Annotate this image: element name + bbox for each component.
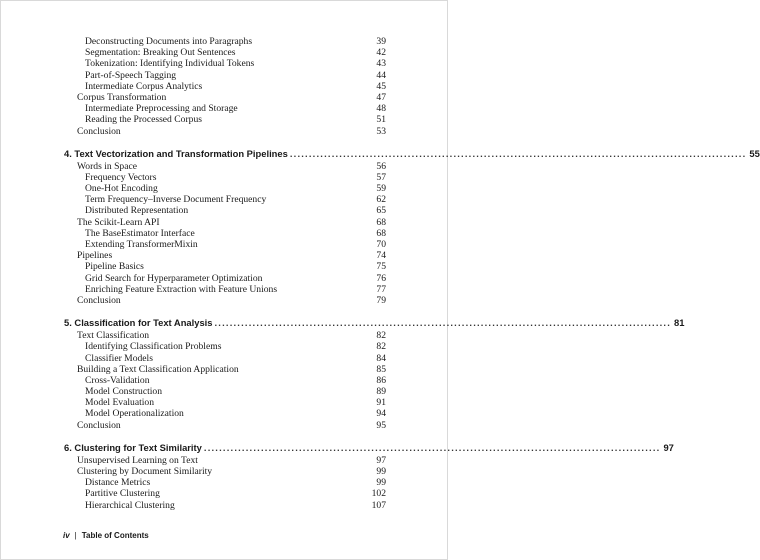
toc-entry[interactable] [64, 397, 386, 408]
toc-entry-title: Pipelines [77, 250, 113, 262]
toc-entry[interactable] [64, 183, 386, 194]
chapter-heading[interactable] [64, 441, 674, 454]
toc-entry-title: Term Frequency–Inverse Document Frequency [85, 194, 267, 206]
toc-entry-title: The Scikit-Learn API [77, 216, 160, 228]
toc-entry-page: 51 [376, 114, 386, 126]
toc-entry-page: 44 [376, 69, 386, 81]
toc-entry[interactable] [64, 92, 386, 103]
toc-entry[interactable] [64, 408, 386, 419]
toc-entry-page: 47 [376, 91, 386, 103]
toc-entry-title: Identifying Classification Problems [85, 341, 222, 353]
toc-entry[interactable] [64, 114, 386, 125]
toc-entry-title: Intermediate Preprocessing and Storage [85, 103, 238, 115]
toc-entry-page: 95 [376, 419, 386, 431]
toc-entry-title: Conclusion [77, 294, 121, 306]
toc-entry-page: 99 [376, 477, 386, 489]
toc-entry-title: Cross-Validation [85, 374, 150, 386]
toc-entry[interactable] [64, 103, 386, 114]
toc-entry[interactable] [64, 284, 386, 295]
toc-entry[interactable] [64, 47, 386, 58]
toc-entry-page: 68 [376, 227, 386, 239]
toc-entry-title: Reading the Processed Corpus [85, 114, 202, 126]
toc-entry-page: 56 [376, 160, 386, 172]
toc-entry[interactable] [64, 161, 386, 172]
toc-entry-title: Distributed Representation [85, 205, 189, 217]
toc-entry-title: Enriching Feature Extraction with Feature Unions [85, 283, 278, 295]
chapter-page: 81 [674, 317, 685, 329]
table-of-contents [64, 36, 760, 511]
footer-separator: | [74, 531, 77, 540]
toc-entry-title: Model Evaluation [85, 397, 155, 409]
toc-entry[interactable] [64, 364, 386, 375]
toc-entry[interactable] [64, 228, 386, 239]
toc-entry-page: 97 [376, 454, 386, 466]
toc-entry-page: 48 [376, 103, 386, 115]
toc-entry[interactable] [64, 341, 386, 352]
toc-entry-page: 62 [376, 194, 386, 206]
toc-entry-page: 107 [371, 499, 386, 511]
chapter-heading[interactable] [64, 316, 685, 329]
footer-page-number: iv [63, 531, 70, 540]
chapter-title: 6. Clustering for Text Similarity [64, 441, 202, 453]
toc-entry-title: Words in Space [77, 160, 137, 172]
toc-entry[interactable] [64, 386, 386, 397]
toc-entry-page: 86 [376, 374, 386, 386]
toc-entry[interactable] [64, 126, 386, 137]
toc-entry[interactable] [64, 353, 386, 364]
toc-entry-title: Partitive Clustering [85, 488, 160, 500]
toc-entry-title: Text Classification [77, 330, 150, 342]
toc-entry-page: 59 [376, 183, 386, 195]
toc-entry-title: The BaseEstimator Interface [85, 227, 195, 239]
toc-entry[interactable] [64, 330, 386, 341]
toc-entry-title: Hierarchical Clustering [85, 499, 175, 511]
toc-entry-page: 99 [376, 466, 386, 477]
toc-entry-title: Unsupervised Learning on Text [77, 454, 198, 466]
toc-entry[interactable] [64, 420, 386, 431]
toc-entry-title: Building a Text Classification Application [77, 363, 239, 375]
toc-entry-title: Conclusion [77, 419, 121, 431]
toc-entry[interactable] [64, 205, 386, 216]
toc-entry-page: 76 [376, 272, 386, 284]
toc-entry-page: 79 [376, 294, 386, 306]
toc-entry[interactable] [64, 81, 386, 92]
toc-entry-page: 45 [376, 80, 386, 92]
chapter-title: 5. Classification for Text Analysis [64, 317, 213, 329]
toc-entry[interactable] [64, 261, 386, 272]
toc-entry-page: 75 [376, 261, 386, 273]
toc-entry[interactable] [64, 70, 386, 81]
toc-entry-page: 70 [376, 239, 386, 250]
toc-entry[interactable] [64, 36, 386, 47]
chapter-page: 55 [749, 147, 760, 159]
toc-entry-page: 85 [376, 363, 386, 375]
chapter-heading[interactable] [64, 147, 760, 160]
toc-entry-page: 102 [371, 488, 386, 500]
toc-entry-title: Distance Metrics [85, 477, 151, 489]
dot-leader: ........................................................................................................................ [214, 317, 672, 329]
toc-entry[interactable] [64, 375, 386, 386]
toc-entry[interactable] [64, 58, 386, 69]
toc-entry-page: 57 [376, 171, 386, 183]
toc-entry-page: 89 [376, 386, 386, 398]
toc-entry-page: 39 [376, 36, 386, 47]
toc-entry-page: 74 [376, 250, 386, 262]
toc-entry-title: Model Construction [85, 386, 163, 398]
toc-entry-page: 68 [376, 216, 386, 228]
toc-entry-title: Classifier Models [85, 352, 153, 364]
chapter-title: 4. Text Vectorization and Transformation Pipelines [64, 147, 288, 159]
toc-entry-title: One-Hot Encoding [85, 183, 158, 195]
page-footer [63, 531, 149, 540]
toc-entry-title: Grid Search for Hyperparameter Optimization [85, 272, 263, 284]
toc-entry-title: Deconstructing Documents into Paragraphs [85, 36, 253, 47]
toc-entry-page: 84 [376, 352, 386, 364]
toc-entry-title: Segmentation: Breaking Out Sentences [85, 47, 236, 59]
toc-entry-page: 53 [376, 125, 386, 137]
toc-entry[interactable] [64, 273, 386, 284]
toc-entry-title: Tokenization: Identifying Individual Tokens [85, 58, 255, 70]
chapter-page: 97 [663, 441, 674, 453]
toc-entry-title: Corpus Transformation [77, 91, 167, 103]
toc-entry-title: Conclusion [77, 125, 121, 137]
toc-entry-title: Frequency Vectors [85, 171, 157, 183]
toc-entry[interactable] [64, 295, 386, 306]
toc-entry-page: 43 [376, 58, 386, 70]
toc-entry-page: 94 [376, 408, 386, 420]
toc-entry[interactable] [64, 250, 386, 261]
toc-entry-page: 82 [376, 341, 386, 353]
toc-entry[interactable] [64, 488, 386, 499]
toc-entry-page: 42 [376, 47, 386, 59]
toc-entry[interactable] [64, 172, 386, 183]
toc-entry[interactable] [64, 455, 386, 466]
toc-entry-page: 91 [376, 397, 386, 409]
toc-entry[interactable] [64, 239, 386, 250]
toc-entry-title: Pipeline Basics [85, 261, 144, 273]
toc-entry-title: Intermediate Corpus Analytics [85, 80, 203, 92]
toc-entry-page: 82 [376, 330, 386, 342]
toc-entry[interactable] [64, 194, 386, 205]
toc-entry-title: Extending TransformerMixin [85, 239, 198, 250]
dot-leader: ........................................................................................................................ [203, 441, 661, 453]
toc-entry-page: 77 [376, 283, 386, 295]
toc-entry-title: Model Operationalization [85, 408, 184, 420]
toc-entry[interactable] [64, 500, 386, 511]
toc-entry-title: Clustering by Document Similarity [77, 466, 213, 477]
toc-entry[interactable] [64, 217, 386, 228]
footer-running-title: Table of Contents [81, 531, 149, 540]
toc-entry-page: 65 [376, 205, 386, 217]
toc-entry[interactable] [64, 477, 386, 488]
toc-entry-title: Part-of-Speech Tagging [85, 69, 177, 81]
toc-entry[interactable] [64, 466, 386, 477]
dot-leader: ........................................................................................................................ [289, 147, 747, 159]
